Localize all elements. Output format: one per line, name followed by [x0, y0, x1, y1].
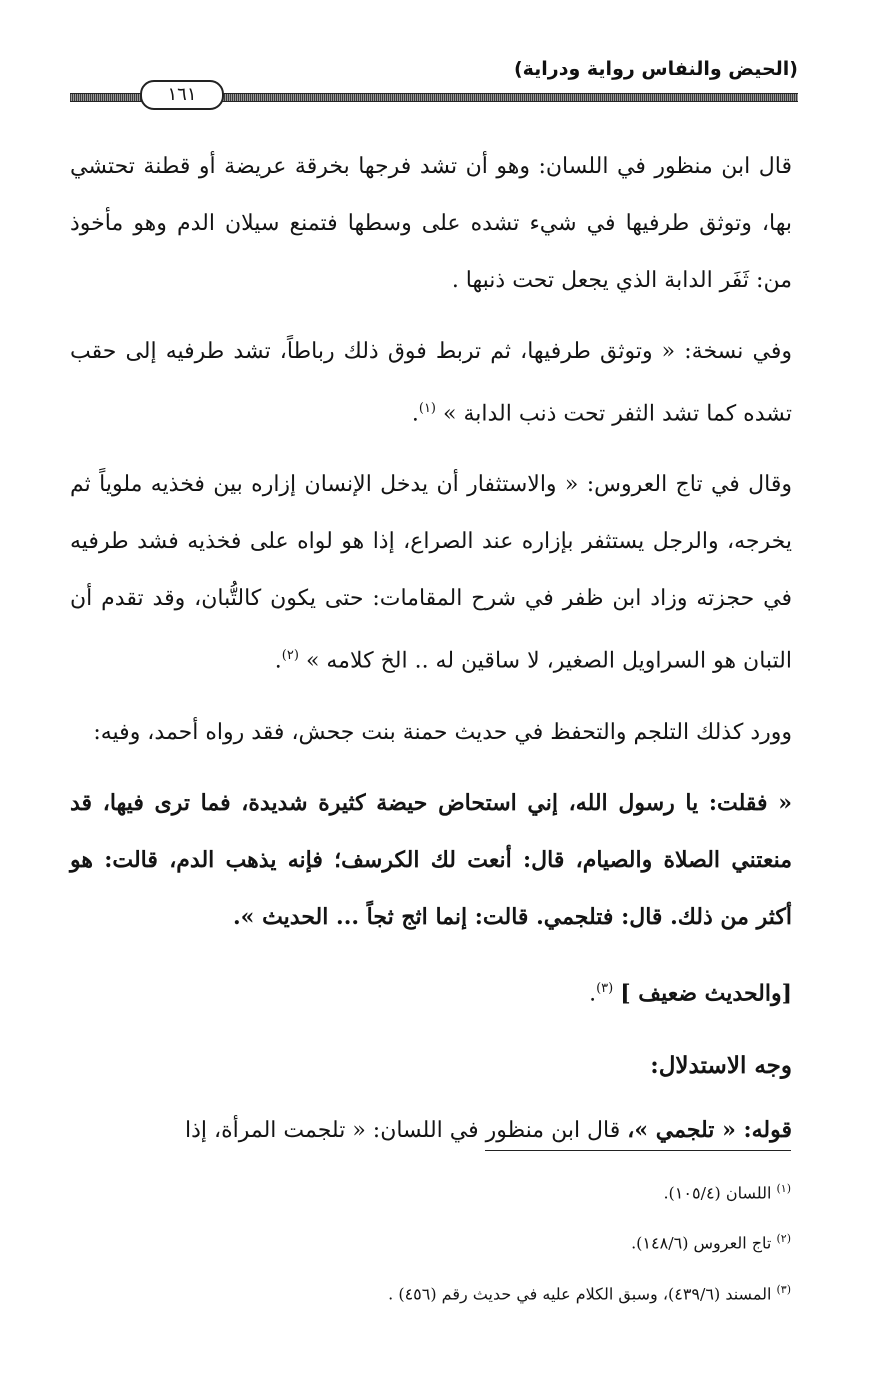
- paragraph-variant-end: .: [411, 401, 419, 427]
- footnote-text: اللسان (١٠٥/٤).: [663, 1183, 772, 1203]
- footnote-1: [71, 1166, 791, 1216]
- main-text: [70, 138, 792, 1173]
- footnote-text: المسند (٤٣٩/٦)، وسبق الكلام عليه في حديث رقم (٤٥٦) .: [388, 1283, 772, 1303]
- footnote-mark: (١): [776, 1182, 791, 1195]
- paragraph-hamnah: وورد كذلك التلجم والتحفظ في حديث حمنة بنت جحش، فقد رواه أحمد، وفيه:: [93, 719, 792, 745]
- footnote-2: [71, 1216, 791, 1266]
- evidence-text: قال ابن منظور في اللسان: « تلجمت المرأة، إذا: [184, 1117, 628, 1143]
- section-heading: وجه الاستدلال:: [650, 1051, 792, 1079]
- evidence-keyword: قوله: « تلجمي »،: [627, 1116, 792, 1143]
- paragraph-lisan: قال ابن منظور في اللسان: وهو أن تشد فرجها بخرقة عريضة أو قطنة تحتشي بها، وتوثق طرفيها في شيء تشده على وسطها فتمنع سيلان الدم وهو مأخوذ من: ثَفَر الدابة الذي يجعل تحت ذنبها .: [70, 154, 792, 293]
- footnote-mark: (٢): [776, 1232, 791, 1246]
- footnote-divider: [485, 1150, 791, 1151]
- footnote-ref-1: (١): [418, 401, 436, 416]
- book-title: (الحيض والنفاس رواية ودراية): [513, 58, 798, 80]
- weak-note-text: [والحديث ضعيف ]: [620, 979, 792, 1006]
- weak-note: [70, 960, 792, 1022]
- paragraph-taj-text: وقال في تاج العروس: « والاستثفار أن يدخل الإنسان إزاره بين فخذيه ملوياً ثم يخرجه، والرجل يستثفر بإزاره عند الصراع، إذا هو لواه على فخذيه فشد طرفيه في حجزته وزاد ابن ظفر في شرح المقامات: حتى يكون كالتُّبان، وقد تقدم أن التبان هو السراويل الصغير، لا ساقين له .. الخ كلامه »: [70, 472, 793, 674]
- page-number: ١٦١: [140, 80, 224, 110]
- weak-note-end: .: [589, 980, 597, 1006]
- footnote-3: [71, 1267, 791, 1317]
- paragraph-taj-end: .: [274, 648, 282, 674]
- footnote-text: تاج العروس (١٤٨/٦).: [631, 1233, 772, 1253]
- footnotes: [71, 1166, 791, 1317]
- paragraph-taj: [70, 456, 792, 689]
- hadith-quote: « فقلت: يا رسول الله، إني استحاض حيضة كثيرة شديدة، فما ترى فيها، قد منعتني الصلاة والصيام، قال: أنعت لك الكرسف؛ فإنه يذهب الدم، قالت: هو أكثر من ذلك. قال: فتلجمي. قالت: إنما اثج ثجاً ... الحديث ».: [70, 789, 792, 930]
- paragraph-variant: [70, 323, 792, 442]
- paragraph-variant-text: وفي نسخة: « وتوثق طرفيها، ثم تربط فوق ذلك رباطاً، تشد طرفيه إلى حقب تشده كما تشد الثفر تحت ذنب الدابة »: [70, 339, 792, 427]
- footnote-mark: (٣): [776, 1282, 791, 1296]
- running-header: [70, 58, 798, 106]
- footnote-ref-3: (٣): [596, 980, 614, 996]
- footnote-ref-2: (٢): [281, 648, 299, 664]
